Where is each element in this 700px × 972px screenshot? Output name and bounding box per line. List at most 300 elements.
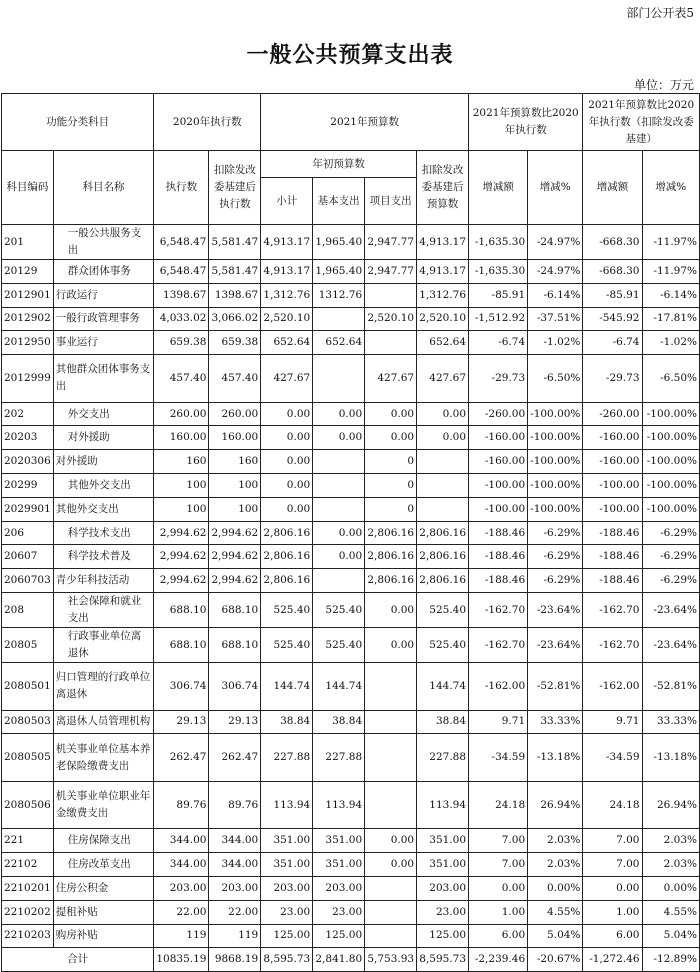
value-cell: -13.18% xyxy=(528,734,583,782)
value-cell: -100.00% xyxy=(528,474,583,498)
value-cell: -85.91 xyxy=(469,283,528,307)
value-cell: 113.94 xyxy=(313,781,365,829)
value-cell: 38.84 xyxy=(313,710,365,734)
table-row xyxy=(2,593,700,628)
header-budget-2021: 2021年预算数 xyxy=(261,94,469,151)
value-cell: 2,806.16 xyxy=(365,545,417,569)
value-cell: -162.70 xyxy=(583,593,642,628)
value-cell: -29.73 xyxy=(583,355,642,403)
value-cell: 7.00 xyxy=(469,853,528,877)
value-cell: 2,806.16 xyxy=(365,569,417,593)
table-row xyxy=(2,663,700,711)
value-cell xyxy=(313,474,365,498)
table-row xyxy=(2,426,700,450)
value-cell: 260.00 xyxy=(209,402,261,426)
value-cell: -188.46 xyxy=(583,545,642,569)
value-cell: 525.40 xyxy=(261,593,313,628)
value-cell: 89.76 xyxy=(209,781,261,829)
value-cell: 262.47 xyxy=(209,734,261,782)
value-cell: 344.00 xyxy=(209,829,261,853)
value-cell: 125.00 xyxy=(313,924,365,948)
subject-name: 购房补贴 xyxy=(53,924,154,948)
value-cell: 0.00 xyxy=(365,593,417,628)
total-value-cell: 5,753.93 xyxy=(365,948,417,972)
value-cell: 22.00 xyxy=(154,900,209,924)
value-cell: 2,806.16 xyxy=(417,545,469,569)
value-cell: 160 xyxy=(209,450,261,474)
value-cell: -1,635.30 xyxy=(469,260,528,284)
subject-name: 机关事业单位基本养老保险缴费支出 xyxy=(53,734,154,782)
value-cell: 0 xyxy=(365,474,417,498)
value-cell: 351.00 xyxy=(417,853,469,877)
value-cell: -160.00 xyxy=(469,450,528,474)
value-cell: 1,312.76 xyxy=(261,283,313,307)
value-cell: 0.00 xyxy=(365,628,417,663)
value-cell: 2,994.62 xyxy=(209,569,261,593)
subject-name: 提租补贴 xyxy=(53,900,154,924)
table-row xyxy=(2,710,700,734)
value-cell: 525.40 xyxy=(313,628,365,663)
subject-name: 住房改革支出 xyxy=(53,853,154,877)
value-cell: -23.64% xyxy=(642,628,700,663)
value-cell: 351.00 xyxy=(417,829,469,853)
value-cell: 1,965.40 xyxy=(313,225,365,260)
total-value-cell: 9868.19 xyxy=(209,948,261,972)
value-cell: -24.97% xyxy=(528,260,583,284)
value-cell: 5.04% xyxy=(642,924,700,948)
value-cell: 659.38 xyxy=(154,331,209,355)
value-cell: 351.00 xyxy=(313,829,365,853)
value-cell: -162.70 xyxy=(469,628,528,663)
subject-code: 2210202 xyxy=(2,900,54,924)
value-cell: -6.50% xyxy=(528,355,583,403)
header-inc-pct-2: 增减% xyxy=(642,151,700,225)
value-cell: 227.88 xyxy=(313,734,365,782)
value-cell: 2,806.16 xyxy=(261,545,313,569)
header-project: 项目支出 xyxy=(365,178,417,225)
value-cell: 351.00 xyxy=(261,829,313,853)
value-cell: -188.46 xyxy=(469,545,528,569)
value-cell xyxy=(365,283,417,307)
subject-code: 2012902 xyxy=(2,307,54,331)
value-cell: -100.00% xyxy=(642,497,700,521)
value-cell: 0.00 xyxy=(261,450,313,474)
value-cell: 22.00 xyxy=(209,900,261,924)
value-cell: -85.91 xyxy=(583,283,642,307)
value-cell: -6.29% xyxy=(528,569,583,593)
value-cell xyxy=(365,876,417,900)
header-exec-2020: 2020年执行数 xyxy=(154,94,261,151)
value-cell: 306.74 xyxy=(209,663,261,711)
table-row xyxy=(2,569,700,593)
value-cell: 7.00 xyxy=(583,853,642,877)
subject-name: 一般公共服务支出 xyxy=(53,225,154,260)
subject-name: 其他群众团体事务支出 xyxy=(53,355,154,403)
value-cell: 2.03% xyxy=(528,853,583,877)
value-cell: -545.92 xyxy=(583,307,642,331)
table-row xyxy=(2,876,700,900)
value-cell: 26.94% xyxy=(528,781,583,829)
value-cell: 4,913.17 xyxy=(417,260,469,284)
value-cell: 24.18 xyxy=(583,781,642,829)
value-cell: 7.00 xyxy=(469,829,528,853)
table-row xyxy=(2,307,700,331)
total-value-cell: -2,239.46 xyxy=(469,948,528,972)
subject-code: 2080501 xyxy=(2,663,54,711)
subject-name: 外交支出 xyxy=(53,402,154,426)
value-cell: -1,512.92 xyxy=(469,307,528,331)
value-cell: -668.30 xyxy=(583,260,642,284)
value-cell: 160.00 xyxy=(209,426,261,450)
value-cell: -11.97% xyxy=(642,260,700,284)
value-cell: 0.00 xyxy=(261,474,313,498)
total-value-cell: 10835.19 xyxy=(154,948,209,972)
value-cell: -37.51% xyxy=(528,307,583,331)
value-cell: -100.00% xyxy=(642,450,700,474)
subject-code: 2080506 xyxy=(2,781,54,829)
value-cell: 0.00 xyxy=(417,426,469,450)
value-cell: -100.00% xyxy=(528,497,583,521)
value-cell: 33.33% xyxy=(642,710,700,734)
value-cell: 160.00 xyxy=(154,426,209,450)
value-cell: -6.14% xyxy=(528,283,583,307)
table-row xyxy=(2,900,700,924)
value-cell: 688.10 xyxy=(209,628,261,663)
value-cell: 457.40 xyxy=(154,355,209,403)
value-cell xyxy=(313,355,365,403)
value-cell: -100.00% xyxy=(642,426,700,450)
subject-name: 对外援助 xyxy=(53,426,154,450)
value-cell: 125.00 xyxy=(261,924,313,948)
value-cell: -162.70 xyxy=(469,593,528,628)
subject-code: 2080503 xyxy=(2,710,54,734)
value-cell: 0.00 xyxy=(417,402,469,426)
subject-name: 青少年科技活动 xyxy=(53,569,154,593)
header-subtotal: 小计 xyxy=(261,178,313,225)
subject-name: 住房保障支出 xyxy=(53,829,154,853)
value-cell: 100 xyxy=(154,474,209,498)
subject-code: 2020306 xyxy=(2,450,54,474)
value-cell: 1.00 xyxy=(583,900,642,924)
table-row xyxy=(2,402,700,426)
value-cell: 1,965.40 xyxy=(313,260,365,284)
value-cell: -17.81% xyxy=(642,307,700,331)
subject-code: 206 xyxy=(2,521,54,545)
table-row xyxy=(2,853,700,877)
value-cell: -6.29% xyxy=(528,521,583,545)
total-value-cell: 8,595.73 xyxy=(417,948,469,972)
subject-code: 208 xyxy=(2,593,54,628)
value-cell: -100.00 xyxy=(469,497,528,521)
value-cell: 9.71 xyxy=(469,710,528,734)
value-cell: 2,520.10 xyxy=(365,307,417,331)
subject-code: 2080505 xyxy=(2,734,54,782)
value-cell: 23.00 xyxy=(313,900,365,924)
value-cell: 2,806.16 xyxy=(365,521,417,545)
subject-code: 201 xyxy=(2,225,54,260)
header-inc-pct-1: 增减% xyxy=(528,151,583,225)
value-cell: -162.00 xyxy=(583,663,642,711)
subject-name: 住房公积金 xyxy=(53,876,154,900)
value-cell: -100.00% xyxy=(528,402,583,426)
value-cell: 5,581.47 xyxy=(209,260,261,284)
table-row xyxy=(2,331,700,355)
value-cell: 652.64 xyxy=(313,331,365,355)
value-cell: 6,548.47 xyxy=(154,260,209,284)
value-cell: 351.00 xyxy=(261,853,313,877)
value-cell: 2,806.16 xyxy=(417,521,469,545)
value-cell: 144.74 xyxy=(261,663,313,711)
budget-table xyxy=(1,93,700,972)
value-cell: 0.00 xyxy=(313,521,365,545)
value-cell: 3,066.02 xyxy=(209,307,261,331)
header-initial-budget: 年初预算数 xyxy=(261,151,417,178)
value-cell: 203.00 xyxy=(313,876,365,900)
value-cell: 113.94 xyxy=(417,781,469,829)
value-cell: 659.38 xyxy=(209,331,261,355)
value-cell: 4,913.17 xyxy=(417,225,469,260)
subject-code: 2012999 xyxy=(2,355,54,403)
value-cell: 0.00 xyxy=(365,402,417,426)
value-cell: -188.46 xyxy=(469,521,528,545)
subject-code: 20129 xyxy=(2,260,54,284)
value-cell: 26.94% xyxy=(642,781,700,829)
value-cell: 89.76 xyxy=(154,781,209,829)
value-cell: 0.00 xyxy=(261,497,313,521)
subject-name: 其他外交支出 xyxy=(53,474,154,498)
value-cell: -100.00% xyxy=(642,474,700,498)
value-cell: 2,806.16 xyxy=(261,569,313,593)
subject-code: 202 xyxy=(2,402,54,426)
value-cell: 0.00 xyxy=(261,426,313,450)
subject-code: 20203 xyxy=(2,426,54,450)
value-cell: 344.00 xyxy=(154,829,209,853)
subject-name: 离退休人员管理机构 xyxy=(53,710,154,734)
value-cell: 9.71 xyxy=(583,710,642,734)
subject-code: 2060703 xyxy=(2,569,54,593)
value-cell: 29.13 xyxy=(154,710,209,734)
subject-code: 2012950 xyxy=(2,331,54,355)
value-cell: 2,520.10 xyxy=(417,307,469,331)
table-row xyxy=(2,474,700,498)
value-cell: -160.00 xyxy=(583,450,642,474)
header-exec-excl: 扣除发改委基建后执行数 xyxy=(209,151,261,225)
value-cell: -34.59 xyxy=(469,734,528,782)
value-cell: 5.04% xyxy=(528,924,583,948)
header-inc-amount-2: 增减额 xyxy=(583,151,642,225)
value-cell: -6.29% xyxy=(528,545,583,569)
value-cell: 1398.67 xyxy=(209,283,261,307)
value-cell: -1,635.30 xyxy=(469,225,528,260)
value-cell: 344.00 xyxy=(209,853,261,877)
subject-code: 221 xyxy=(2,829,54,853)
total-value-cell: 8,595.73 xyxy=(261,948,313,972)
value-cell: -34.59 xyxy=(583,734,642,782)
value-cell: 119 xyxy=(209,924,261,948)
value-cell: 24.18 xyxy=(469,781,528,829)
subject-code: 2029901 xyxy=(2,497,54,521)
subject-name: 对外援助 xyxy=(53,450,154,474)
table-row xyxy=(2,497,700,521)
value-cell: 113.94 xyxy=(261,781,313,829)
subject-name: 其他外交支出 xyxy=(53,497,154,521)
total-value-cell: -12.89% xyxy=(642,948,700,972)
subject-name: 群众团体事务 xyxy=(53,260,154,284)
value-cell: 1.00 xyxy=(469,900,528,924)
value-cell: 0.00 xyxy=(313,426,365,450)
total-value-cell: -20.67% xyxy=(528,948,583,972)
value-cell: 203.00 xyxy=(417,876,469,900)
value-cell: -11.97% xyxy=(642,225,700,260)
subject-name: 归口管理的行政单位离退休 xyxy=(53,663,154,711)
value-cell: -52.81% xyxy=(642,663,700,711)
table-row xyxy=(2,628,700,663)
value-cell: 2,947.77 xyxy=(365,225,417,260)
value-cell: 33.33% xyxy=(528,710,583,734)
value-cell: -100.00 xyxy=(583,497,642,521)
subject-code: 2210201 xyxy=(2,876,54,900)
value-cell: -23.64% xyxy=(528,593,583,628)
value-cell: 38.84 xyxy=(417,710,469,734)
table-row xyxy=(2,829,700,853)
value-cell: 688.10 xyxy=(154,593,209,628)
value-cell: 2,994.62 xyxy=(154,569,209,593)
value-cell: -13.18% xyxy=(642,734,700,782)
value-cell: -100.00 xyxy=(469,474,528,498)
value-cell: 119 xyxy=(154,924,209,948)
value-cell: 652.64 xyxy=(261,331,313,355)
table-row xyxy=(2,781,700,829)
total-value-cell: -1,272.46 xyxy=(583,948,642,972)
subject-code: 20299 xyxy=(2,474,54,498)
value-cell: 203.00 xyxy=(261,876,313,900)
value-cell: -260.00 xyxy=(583,402,642,426)
subject-name: 科学技术普及 xyxy=(53,545,154,569)
value-cell: 125.00 xyxy=(417,924,469,948)
table-row xyxy=(2,355,700,403)
value-cell: 2.03% xyxy=(528,829,583,853)
header-basic: 基本支出 xyxy=(313,178,365,225)
value-cell: -6.29% xyxy=(642,569,700,593)
subject-code: 2210203 xyxy=(2,924,54,948)
value-cell: -100.00% xyxy=(528,450,583,474)
value-cell: -6.29% xyxy=(642,545,700,569)
value-cell: -162.00 xyxy=(469,663,528,711)
value-cell: 1,312.76 xyxy=(417,283,469,307)
value-cell: 227.88 xyxy=(417,734,469,782)
value-cell: 525.40 xyxy=(313,593,365,628)
subject-name: 事业运行 xyxy=(53,331,154,355)
value-cell: 525.40 xyxy=(261,628,313,663)
value-cell xyxy=(365,924,417,948)
value-cell: 203.00 xyxy=(154,876,209,900)
value-cell: 29.13 xyxy=(209,710,261,734)
value-cell: 427.67 xyxy=(417,355,469,403)
value-cell: -260.00 xyxy=(469,402,528,426)
header-exec: 执行数 xyxy=(154,151,209,225)
value-cell: 0.00 xyxy=(365,853,417,877)
value-cell: 23.00 xyxy=(261,900,313,924)
value-cell: 23.00 xyxy=(417,900,469,924)
value-cell: 457.40 xyxy=(209,355,261,403)
value-cell: 2,806.16 xyxy=(261,521,313,545)
value-cell xyxy=(313,450,365,474)
value-cell: 7.00 xyxy=(583,829,642,853)
value-cell: 144.74 xyxy=(313,663,365,711)
value-cell: -160.00 xyxy=(469,426,528,450)
value-cell: 0.00% xyxy=(528,876,583,900)
value-cell: 262.47 xyxy=(154,734,209,782)
value-cell: 427.67 xyxy=(365,355,417,403)
value-cell: -160.00 xyxy=(583,426,642,450)
header-code: 科目编码 xyxy=(2,151,54,225)
value-cell xyxy=(313,307,365,331)
value-cell: -1.02% xyxy=(642,331,700,355)
value-cell: -6.74 xyxy=(583,331,642,355)
total-row xyxy=(2,948,700,972)
value-cell: 0 xyxy=(365,497,417,521)
value-cell: 1312.76 xyxy=(313,283,365,307)
value-cell: -188.46 xyxy=(469,569,528,593)
value-cell: 100 xyxy=(154,497,209,521)
value-cell: 260.00 xyxy=(154,402,209,426)
subject-name: 社会保障和就业支出 xyxy=(53,593,154,628)
subject-name: 行政运行 xyxy=(53,283,154,307)
header-func-subject: 功能分类科目 xyxy=(2,94,154,151)
value-cell: -6.74 xyxy=(469,331,528,355)
value-cell: -668.30 xyxy=(583,225,642,260)
value-cell: -23.64% xyxy=(528,628,583,663)
value-cell: 4,033.02 xyxy=(154,307,209,331)
value-cell: 100 xyxy=(209,474,261,498)
table-row xyxy=(2,734,700,782)
header-inc-amount-1: 增减额 xyxy=(469,151,528,225)
value-cell xyxy=(365,710,417,734)
value-cell: 306.74 xyxy=(154,663,209,711)
value-cell: 2,994.62 xyxy=(154,545,209,569)
value-cell: 4,913.17 xyxy=(261,260,313,284)
value-cell: -162.70 xyxy=(583,628,642,663)
table-row xyxy=(2,225,700,260)
value-cell: 0.00 xyxy=(313,545,365,569)
value-cell: 4.55% xyxy=(528,900,583,924)
value-cell: 38.84 xyxy=(261,710,313,734)
value-cell: 5,581.47 xyxy=(209,225,261,260)
table-row xyxy=(2,450,700,474)
value-cell: 351.00 xyxy=(313,853,365,877)
value-cell: -188.46 xyxy=(583,521,642,545)
value-cell: -6.14% xyxy=(642,283,700,307)
value-cell: 525.40 xyxy=(417,628,469,663)
value-cell: 2,947.77 xyxy=(365,260,417,284)
value-cell: 2,994.62 xyxy=(209,521,261,545)
value-cell: 0.00 xyxy=(261,402,313,426)
value-cell xyxy=(365,734,417,782)
value-cell: -24.97% xyxy=(528,225,583,260)
value-cell: 6.00 xyxy=(469,924,528,948)
value-cell: -1.02% xyxy=(528,331,583,355)
value-cell xyxy=(313,497,365,521)
value-cell: -29.73 xyxy=(469,355,528,403)
value-cell: 344.00 xyxy=(154,853,209,877)
header-name: 科目名称 xyxy=(53,151,154,225)
value-cell: -23.64% xyxy=(642,593,700,628)
value-cell: 144.74 xyxy=(417,663,469,711)
value-cell xyxy=(417,497,469,521)
value-cell: 0.00 xyxy=(583,876,642,900)
value-cell: 0.00 xyxy=(313,402,365,426)
value-cell: 2,520.10 xyxy=(261,307,313,331)
